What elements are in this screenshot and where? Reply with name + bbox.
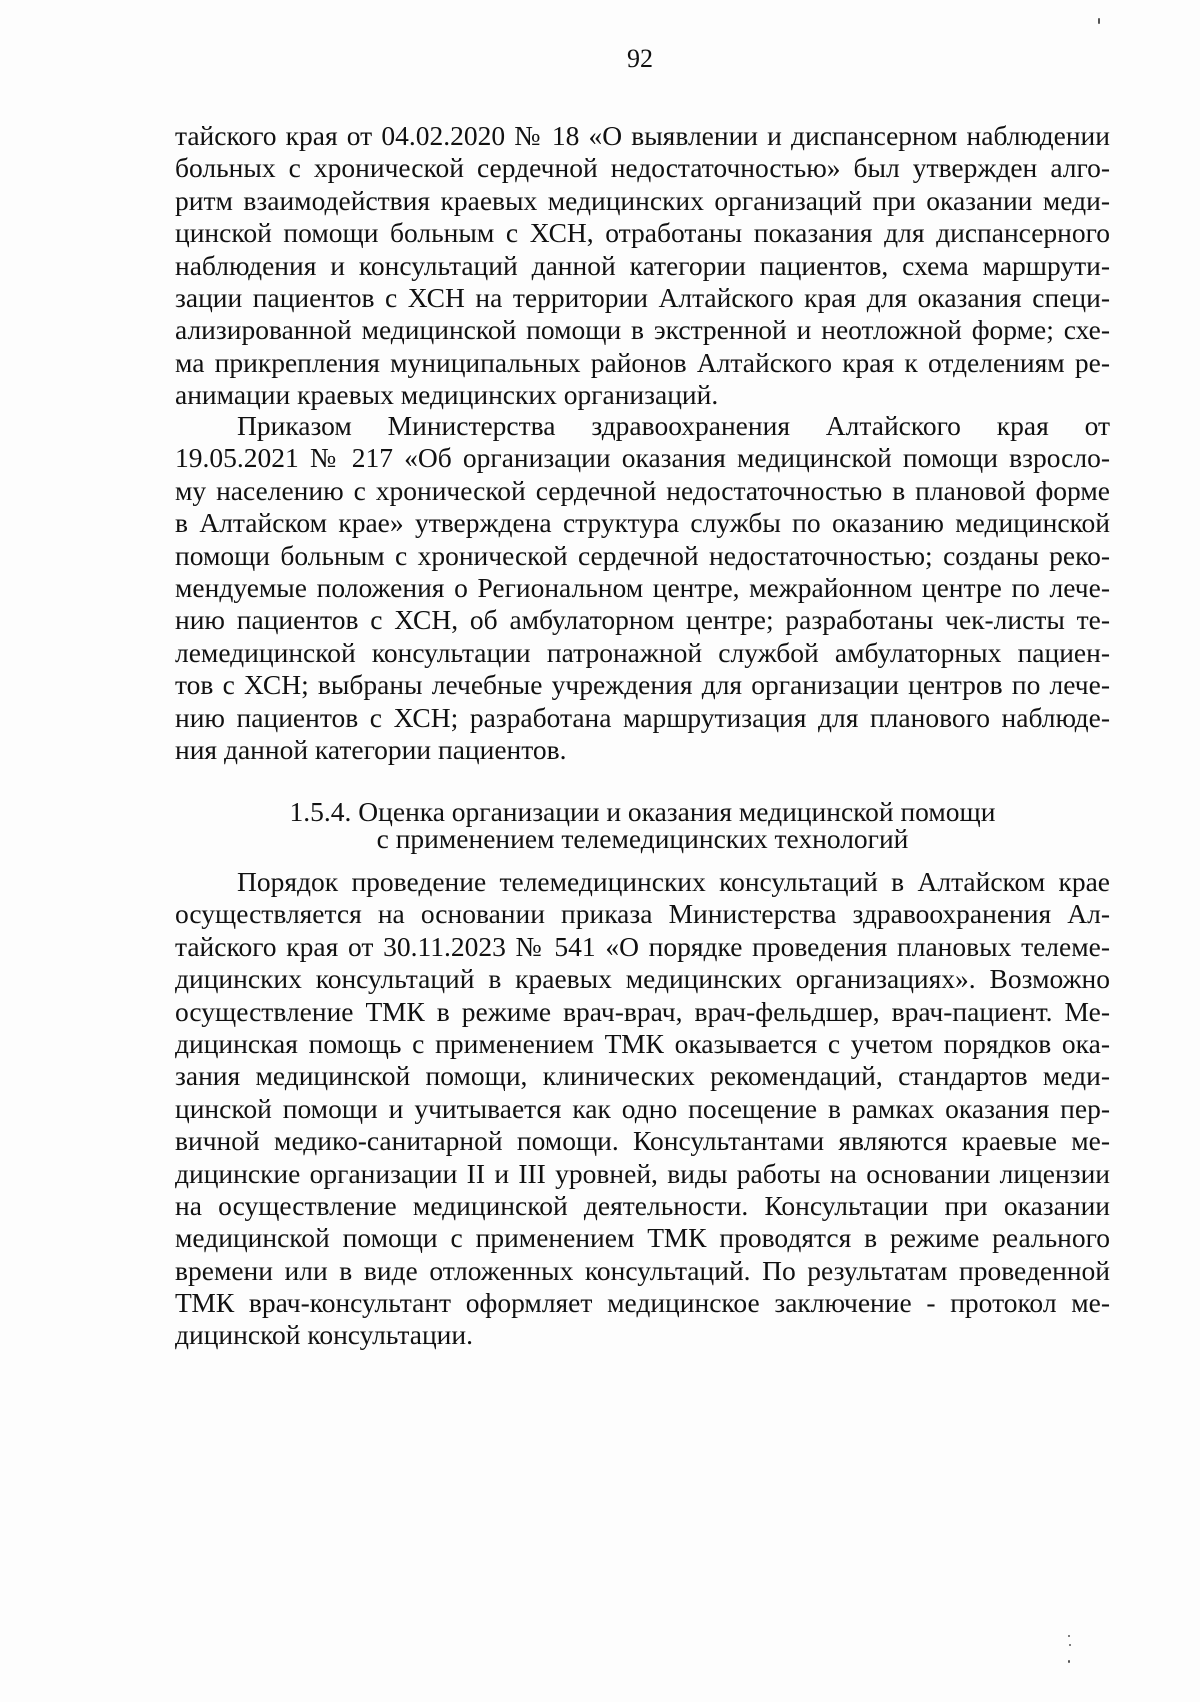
text-line: лемедицинской консультации патронажной службой амбулаторных пациен- xyxy=(175,636,1110,668)
text-line: медицинской помощи с применением ТМК проводятся в режиме реального xyxy=(175,1222,1110,1254)
text-line: ния данной категории пациентов. xyxy=(175,733,567,765)
text-line: осуществление ТМК в режиме врач-врач, врач-фельдшер, врач-пациент. Ме- xyxy=(175,995,1110,1027)
scan-speck xyxy=(1069,1644,1071,1646)
scan-speck xyxy=(1068,1635,1070,1637)
text-line: нию пациентов с ХСН, об амбулаторном центре; разработаны чек-листы те- xyxy=(175,604,1110,636)
text-line: помощи больным с хронической сердечной недостаточностью; созданы реко- xyxy=(175,539,1110,571)
text-line: на осуществление медицинской деятельности. Консультации при оказании xyxy=(175,1189,1110,1221)
text-line: в Алтайском крае» утверждена структура службы по оказанию медицинской xyxy=(175,507,1110,539)
text-line: дицинской консультации. xyxy=(175,1319,473,1351)
text-line: осуществляется на основании приказа Министерства здравоохранения Ал- xyxy=(175,898,1110,930)
text-line: зания медицинской помощи, клинических рекомендаций, стандартов меди- xyxy=(175,1060,1110,1092)
text-line: зации пациентов с ХСН на территории Алтайского края для оказания специ- xyxy=(175,281,1110,313)
text-line: тов с ХСН; выбраны лечебные учреждения для организации центров по лече- xyxy=(175,669,1110,701)
text-line: цинской помощи больным с ХСН, отработаны показания для диспансерного xyxy=(175,217,1110,249)
text-line: больных с хронической сердечной недостаточностью» был утвержден алго- xyxy=(175,152,1110,184)
scan-speck xyxy=(1068,1660,1070,1663)
heading-line: с применением телемедицинских технологий xyxy=(376,823,909,854)
text-line: наблюдения и консультаций данной категории пациентов, схема маршрути- xyxy=(175,249,1110,281)
text-line: дицинская помощь с применением ТМК оказывается с учетом порядков ока- xyxy=(175,1027,1110,1059)
text-line: 19.05.2021 № 217 «Об организации оказания медицинской помощи взросло- xyxy=(175,442,1110,474)
paragraph-1 xyxy=(175,120,1110,412)
paragraph-2 xyxy=(175,410,1110,766)
text-line: Порядок проведение телемедицинских консультаций в Алтайском крае xyxy=(237,866,1110,897)
text-line: ма прикрепления муниципальных районов Алтайского края к отделениям ре- xyxy=(175,346,1110,378)
heading-line: 1.5.4. Оценка организации и оказания медицинской помощи xyxy=(289,796,996,827)
text-line: ритм взаимодействия краевых медицинских организаций при оказании меди- xyxy=(175,184,1110,216)
text-line: му населению с хронической сердечной недостаточностью в плановой форме xyxy=(175,474,1110,506)
page-number: 92 xyxy=(627,44,653,73)
text-line: тайского края от 04.02.2020 № 18 «О выявлении и диспансерном наблюдении xyxy=(175,120,1110,151)
text-line: вичной медико-санитарной помощи. Консультантами являются краевые ме- xyxy=(175,1125,1110,1157)
section-heading xyxy=(175,798,1110,852)
text-line: дицинские организации II и III уровней, виды работы на основании лицензии xyxy=(175,1157,1110,1189)
text-line: времени или в виде отложенных консультаций. По результатам проведенной xyxy=(175,1254,1110,1286)
text-line: нию пациентов с ХСН; разработана маршрутизация для планового наблюде- xyxy=(175,701,1110,733)
text-line: ализированной медицинской помощи в экстренной и неотложной форме; схе- xyxy=(175,314,1110,346)
text-line: дицинских консультаций в краевых медицинских организациях». Возможно xyxy=(175,963,1110,995)
scan-speck xyxy=(1098,18,1100,24)
text-line: анимации краевых медицинских организаций. xyxy=(175,379,719,411)
text-line: цинской помощи и учитывается как одно посещение в рамках оказания пер- xyxy=(175,1092,1110,1124)
paragraph-3 xyxy=(175,866,1110,1352)
text-line: Приказом Министерства здравоохранения Алтайского края от xyxy=(237,410,1110,441)
text-line: ТМК врач-консультант оформляет медицинское заключение - протокол ме- xyxy=(175,1287,1110,1319)
text-line: тайского края от 30.11.2023 № 541 «О порядке проведения плановых телеме- xyxy=(175,930,1110,962)
text-line: мендуемые положения о Региональном центре, межрайонном центре по лече- xyxy=(175,571,1110,603)
